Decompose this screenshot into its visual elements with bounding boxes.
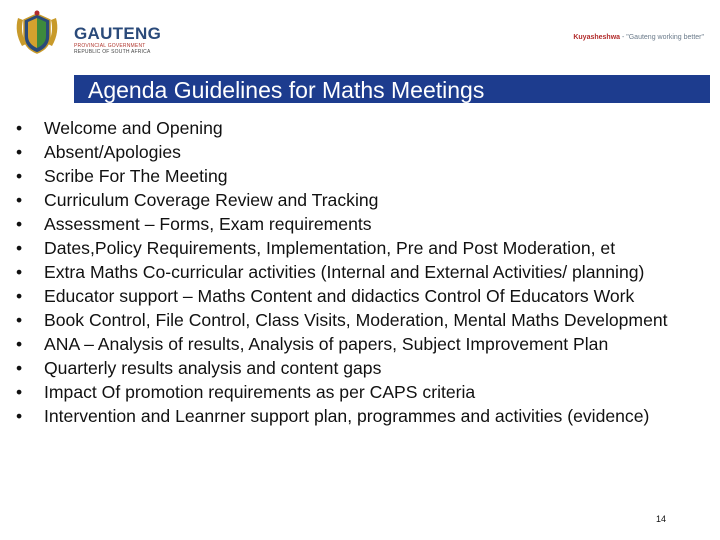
list-item: [16, 140, 700, 164]
bullet: •: [16, 310, 23, 330]
item-text: Assessment – Forms, Exam requirements: [44, 214, 372, 234]
item-text: Curriculum Coverage Review and Tracking: [44, 190, 379, 210]
bullet: •: [16, 166, 23, 186]
agenda-list: [16, 116, 700, 428]
bullet: •: [16, 358, 23, 378]
item-text: Impact Of promotion requirements as per CAPS criteria: [44, 382, 476, 402]
coat-of-arms-icon: [10, 10, 64, 56]
list-item: [16, 212, 700, 236]
list-item: [16, 332, 700, 356]
logo-country: REPUBLIC OF SOUTH AFRICA: [74, 49, 151, 55]
list-item: [16, 188, 700, 212]
list-item: [16, 404, 700, 428]
item-text: Scribe For The Meeting: [44, 166, 228, 186]
slide-header: [0, 0, 720, 62]
item-text: Educator support – Maths Content and didactics Control Of Educators Work: [44, 286, 635, 306]
bullet: •: [16, 382, 23, 402]
list-item: [16, 236, 700, 260]
item-text: Welcome and Opening: [44, 118, 223, 138]
item-text: Extra Maths Co-curricular activities (Internal and External Activities/ planning): [44, 262, 645, 282]
logo-subtitle: PROVINCIAL GOVERNMENT: [74, 43, 146, 49]
bullet: •: [16, 142, 23, 162]
bullet: •: [16, 286, 23, 306]
item-text: Dates,Policy Requirements, Implementation, Pre and Post Moderation, et: [44, 238, 616, 258]
page-number: 14: [655, 514, 666, 524]
list-item: [16, 116, 700, 140]
list-item: [16, 284, 700, 308]
item-text: ANA – Analysis of results, Analysis of papers, Subject Improvement Plan: [44, 334, 609, 354]
bullet: •: [16, 262, 23, 282]
bullet: •: [16, 334, 23, 354]
bullet: •: [16, 214, 23, 234]
bullet: •: [16, 238, 23, 258]
gauteng-logo: [10, 10, 162, 56]
item-text: Quarterly results analysis and content gaps: [44, 358, 382, 378]
list-item: [16, 308, 700, 332]
slogan-brand: Kuyasheshwa: [573, 34, 621, 41]
logo-wordmark: GAUTENG: [74, 24, 162, 43]
item-text: Absent/Apologies: [44, 142, 181, 162]
list-item: [16, 164, 700, 188]
slogan: [573, 34, 704, 41]
slogan-text: - "Gauteng working better": [620, 34, 704, 41]
list-item: [16, 380, 700, 404]
bullet: •: [16, 406, 23, 426]
list-item: [16, 356, 700, 380]
slide-title: Agenda Guidelines for Maths Meetings: [88, 77, 485, 103]
bullet: •: [16, 190, 23, 210]
item-text: Intervention and Leanrner support plan, programmes and activities (evidence): [44, 406, 650, 426]
item-text: Book Control, File Control, Class Visits, Moderation, Mental Maths Development: [44, 310, 668, 330]
list-item: [16, 260, 700, 284]
bullet: •: [16, 118, 23, 138]
